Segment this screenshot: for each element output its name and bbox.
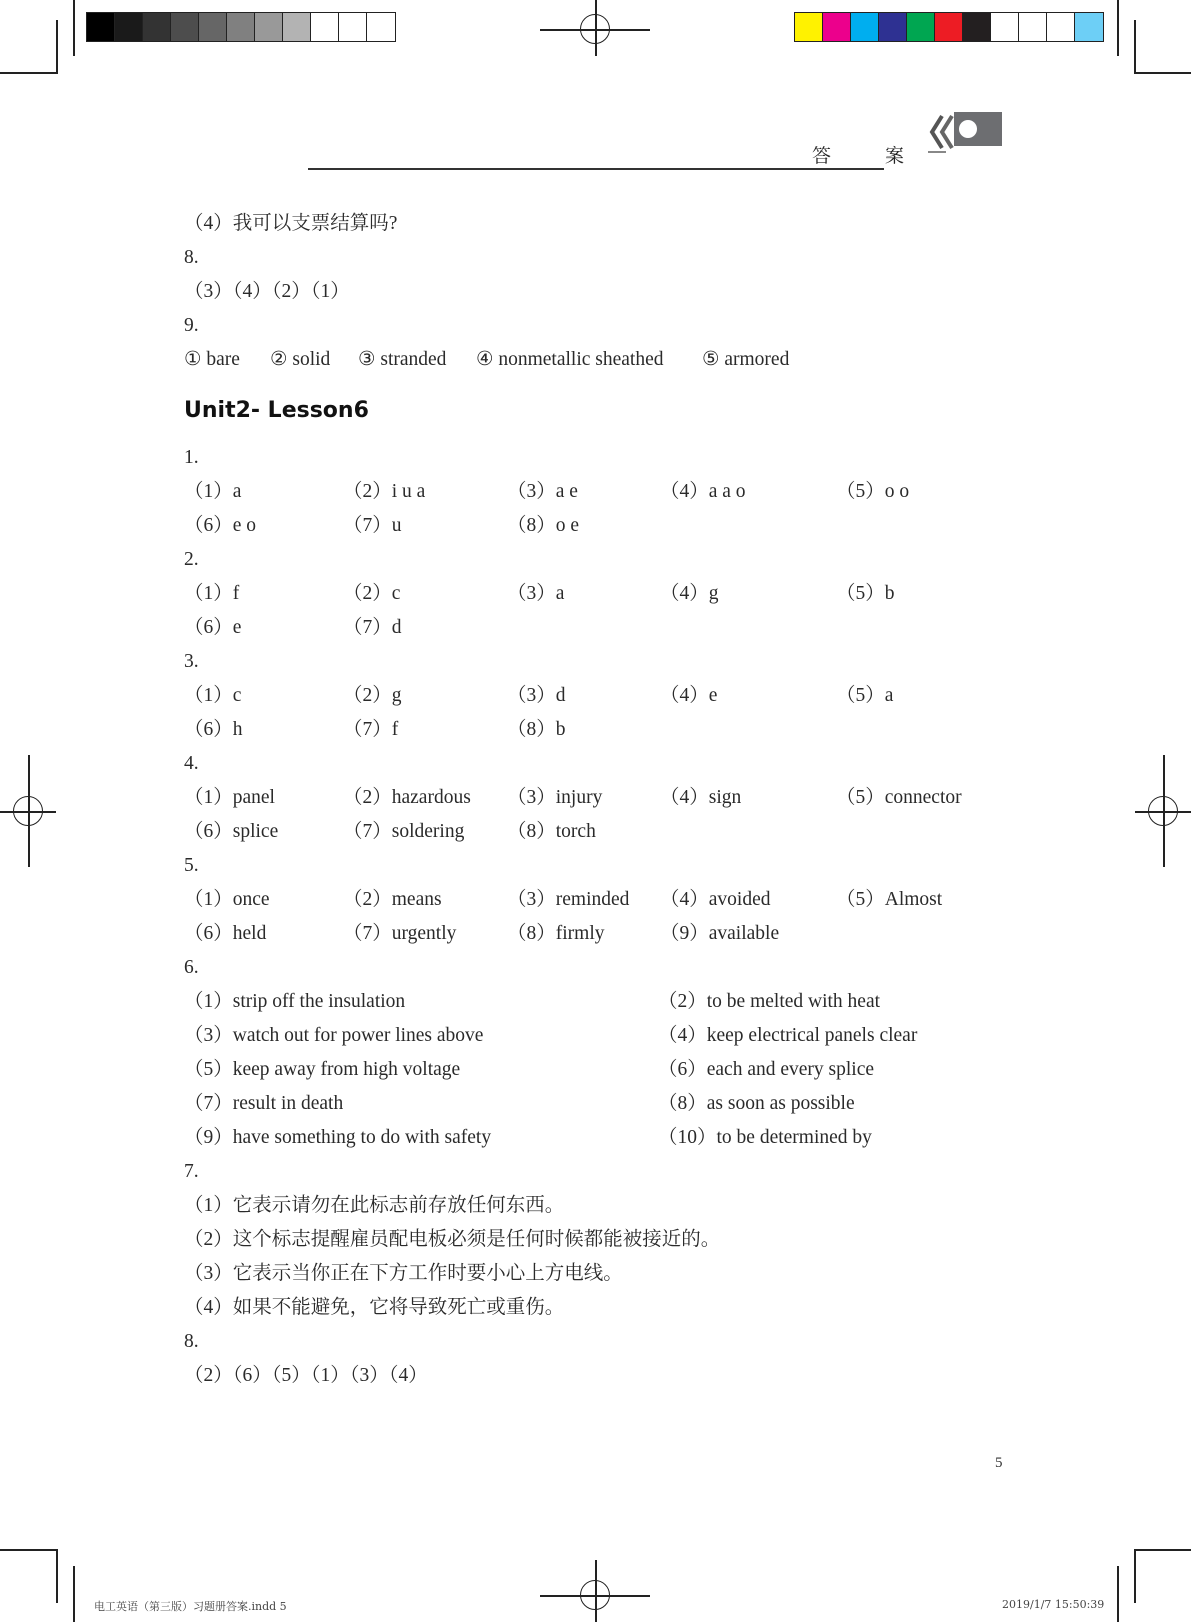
color-swatch [311,13,339,41]
answer-item: （5）o o [836,481,910,502]
color-swatch [283,13,311,41]
color-swatch [199,13,227,41]
answer-item: （6）held [184,923,267,944]
answer-item: （8）as soon as possible [658,1093,855,1114]
answer-item: （1）once [184,889,270,910]
question-label: 5. [184,855,199,876]
question-label: 7. [184,1161,199,1182]
answer-item: （3）a [507,583,565,604]
answer-item: （8）torch [507,821,596,842]
answer-item: （1）f [184,583,240,604]
answer-item: （4）g [660,583,719,604]
answer-item: ① bare [184,349,240,370]
question-label: 8. [184,247,199,268]
answer-item: （6）each and every splice [658,1059,875,1080]
answer-item: （7）d [343,617,402,638]
footer-timestamp: 2019/1/7 15:50:39 [1002,1598,1105,1611]
color-swatch [1019,13,1047,41]
answer-row [184,679,1004,713]
color-swatch [851,13,879,41]
answer-row [184,577,1004,611]
answer-item: （5）a [836,685,894,706]
answer-row [184,713,1004,747]
answer-item: （2）hazardous [343,787,471,808]
answer-item: ⑤ armored [702,349,790,370]
answer-item: （4）sign [660,787,742,808]
gray-color-bar [86,12,396,42]
question-label: 1. [184,447,199,468]
answer-line: （3）它表示当你正在下方工作时要小心上方电线。 [184,1263,623,1284]
question-label: 2. [184,549,199,570]
answer-item: （6）splice [184,821,279,842]
answer-item: （6）e [184,617,242,638]
answer-item: （8）firmly [507,923,605,944]
answer-item: ④ nonmetallic sheathed [476,349,664,370]
answer-row [184,985,1004,1019]
answer-item: （9）have something to do with safety [184,1127,492,1148]
color-swatch [991,13,1019,41]
answer-line: （1）它表示请勿在此标志前存放任何东西。 [184,1195,565,1216]
question-label: 6. [184,957,199,978]
answer-row [184,343,1004,377]
answer-item: （4）e [660,685,718,706]
answer-item: （3）reminded [507,889,630,910]
question-label: 8. [184,1331,199,1352]
section-title: Unit2- Lesson6 [184,398,369,423]
answer-item: （3）a e [507,481,578,502]
color-swatch [963,13,991,41]
color-swatch [935,13,963,41]
header-title: 答 案 [812,145,929,167]
header-rule [308,168,884,170]
answer-item: （4）avoided [660,889,771,910]
answer-item: （2）c [343,583,401,604]
prev-answer-line [184,207,1004,241]
answer-item: （6）h [184,719,243,740]
answer-item: （7）result in death [184,1093,344,1114]
color-swatch [823,13,851,41]
answer-line: （2）这个标志提醒雇员配电板必须是任何时候都能被接近的。 [184,1229,721,1250]
color-swatch [171,13,199,41]
answer-row [184,509,1004,543]
answer-item: （5）b [836,583,895,604]
answer-row [184,781,1004,815]
answer-item: （4）a a o [660,481,746,502]
color-swatch [1047,13,1075,41]
color-swatch [227,13,255,41]
answer-item: （7）urgently [343,923,457,944]
color-swatch [367,13,395,41]
answer-row [184,1121,1004,1155]
question-label: 3. [184,651,199,672]
answer-item: （5）Almost [836,889,943,910]
answer-item: （3）watch out for power lines above [184,1025,484,1046]
answer-line: （2）（6）（5）（1）（3）（4） [184,1365,428,1386]
answer-item: ② solid [270,349,331,370]
answer-row [184,883,1004,917]
answer-row [184,1019,1004,1053]
answer-item: （4）keep electrical panels clear [658,1025,918,1046]
answer-row [184,815,1004,849]
answer-row [184,1053,1004,1087]
chevron-logo-icon [922,110,1004,160]
answer-item: （2）means [343,889,442,910]
answer-item: （8）b [507,719,566,740]
answer-item: （2）g [343,685,402,706]
answer-row [184,1087,1004,1121]
answer-item: （1）strip off the insulation [184,991,406,1012]
answer-item: （9）available [660,923,780,944]
answer-item: （5）connector [836,787,962,808]
color-swatch [339,13,367,41]
page-number: 5 [995,1455,1003,1471]
answer-row [184,475,1004,509]
color-swatch [1075,13,1103,41]
answer-item: （7）f [343,719,399,740]
color-swatch [115,13,143,41]
answer-line: （4）如果不能避免，它将导致死亡或重伤。 [184,1297,565,1318]
color-swatch [143,13,171,41]
answer-item: （1）a [184,481,242,502]
answer-item: （5）keep away from high voltage [184,1059,461,1080]
answer-item: （7）soldering [343,821,465,842]
answer-item: （7）u [343,515,402,536]
answer-item: （3）d [507,685,566,706]
question-label: 4. [184,753,199,774]
answer-item: （10）to be determined by [658,1127,872,1148]
answer-text: （4）我可以支票结算吗? [184,213,398,234]
answer-item: （8）o e [507,515,580,536]
answer-item: （1）panel [184,787,275,808]
answer-item: （3）injury [507,787,603,808]
answer-row [184,917,1004,951]
answer-item: （1）c [184,685,242,706]
color-swatch [879,13,907,41]
answer-line: （3）（4）（2）（1） [184,281,350,302]
color-swatch [87,13,115,41]
answer-content [184,207,1004,1393]
answer-row [184,611,1004,645]
answer-item: （2）i u a [343,481,426,502]
color-swatch [255,13,283,41]
process-color-bar [794,12,1104,42]
color-swatch [907,13,935,41]
question-label: 9. [184,315,199,336]
color-swatch [795,13,823,41]
answer-item: （6）e o [184,515,257,536]
answer-item: ③ stranded [358,349,447,370]
footer-filename: 电工英语（第三版）习题册答案.indd 5 [94,1600,287,1613]
answer-item: （2）to be melted with heat [658,991,881,1012]
